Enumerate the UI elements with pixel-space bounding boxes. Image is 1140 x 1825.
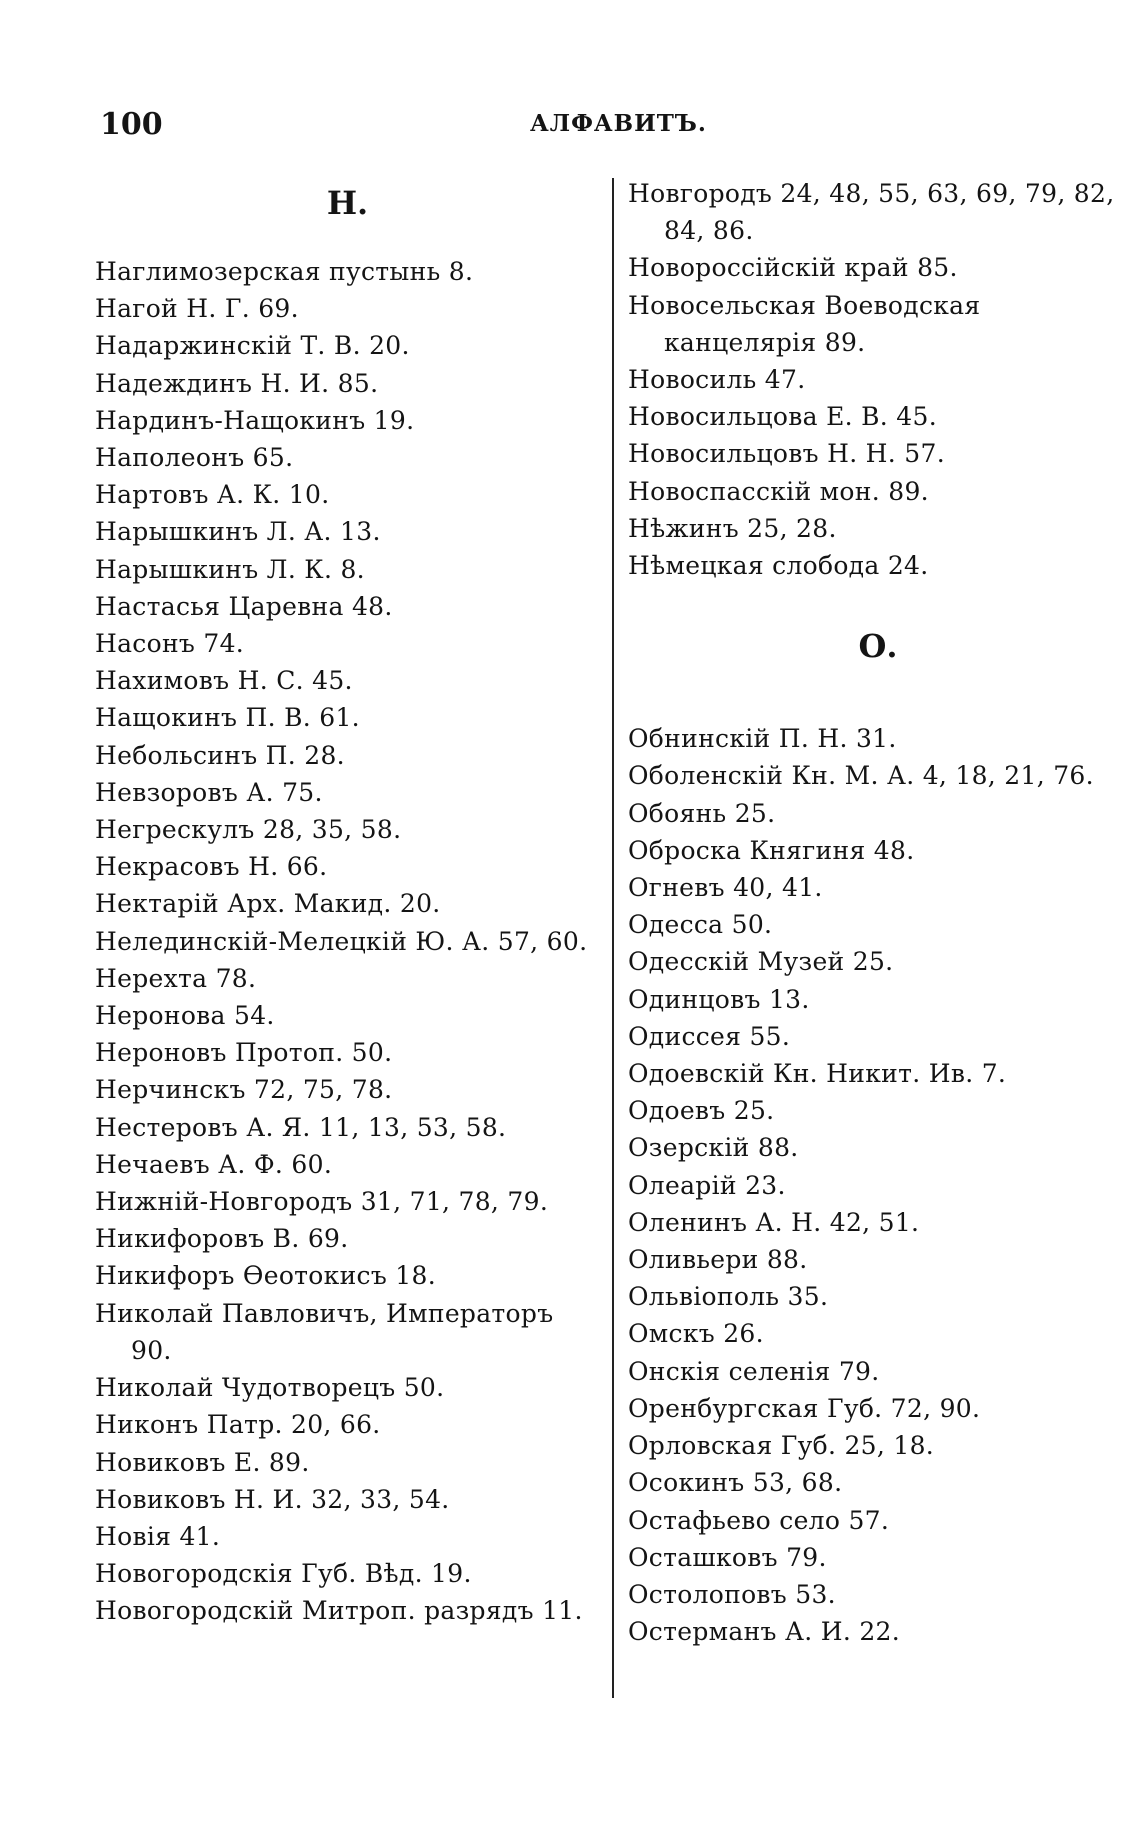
index-entry: Новогородскій Митроп. разрядъ 11. bbox=[95, 1596, 583, 1626]
index-entry: Одиссея 55. bbox=[628, 1021, 791, 1051]
index-entry: Нестеровъ А. Я. 11, 13, 53, 58. bbox=[95, 1112, 507, 1142]
index-entry: Новоспасскій мон. 89. bbox=[628, 476, 929, 506]
index-entry: Нектарій Арх. Макид. 20. bbox=[95, 889, 441, 919]
index-entry: Остолоповъ 53. bbox=[628, 1579, 836, 1609]
index-entry: Нѣжинъ 25, 28. bbox=[628, 513, 837, 543]
index-list-left bbox=[95, 253, 600, 1630]
index-entry: Нелединскій-Мелецкій Ю. А. 57, 60. bbox=[95, 926, 588, 956]
index-entry: Насонъ 74. bbox=[95, 629, 245, 659]
index-entry: Оболенскій Кн. М. А. 4, 18, 21, 76. bbox=[628, 761, 1094, 791]
index-entry: Нѣмецкая слобода 24. bbox=[628, 551, 929, 581]
index-entry: Никифоровъ В. 69. bbox=[95, 1224, 349, 1254]
index-entry: Неронова 54. bbox=[95, 1001, 275, 1031]
index-entry: Наполеонъ 65. bbox=[95, 443, 294, 473]
index-entry: Одоевъ 25. bbox=[628, 1096, 775, 1126]
running-head: АЛФАВИТЪ. bbox=[530, 110, 707, 137]
index-entry: Одесса 50. bbox=[628, 910, 773, 940]
index-entry: Обоянь 25. bbox=[628, 798, 776, 828]
index-entry: Омскъ 26. bbox=[628, 1319, 764, 1349]
index-entry: Надаржинскій Т. В. 20. bbox=[95, 331, 410, 361]
index-entry: Небольсинъ П. 28. bbox=[95, 740, 345, 770]
index-entry: Невзоровъ А. 75. bbox=[95, 777, 323, 807]
index-entry: Некрасовъ Н. 66. bbox=[95, 852, 328, 882]
index-entry: Орловская Губ. 25, 18. bbox=[628, 1431, 935, 1461]
index-entry: Нижній-Новгородъ 31, 71, 78, 79. bbox=[95, 1187, 549, 1217]
index-entry: Обнинскій П. Н. 31. bbox=[628, 724, 897, 754]
index-entry: Новиковъ Е. 89. bbox=[95, 1447, 310, 1477]
index-entry: Одоевскій Кн. Никит. Ив. 7. bbox=[628, 1059, 1007, 1089]
index-entry: Нероновъ Протоп. 50. bbox=[95, 1038, 393, 1068]
page-number: 100 bbox=[100, 107, 163, 142]
index-entry: Озерскій 88. bbox=[628, 1133, 799, 1163]
column-divider bbox=[612, 178, 614, 1698]
index-entry: Нерехта 78. bbox=[95, 963, 257, 993]
index-entry: Осокинъ 53, 68. bbox=[628, 1468, 843, 1498]
index-entry: Одинцовъ 13. bbox=[628, 984, 810, 1014]
index-entry: Оливьери 88. bbox=[628, 1245, 808, 1275]
index-entry: Оренбургская Губ. 72, 90. bbox=[628, 1393, 981, 1423]
index-entry: Ольвіополь 35. bbox=[628, 1282, 829, 1312]
index-entry: Новороссійскій край 85. bbox=[628, 253, 958, 283]
index-entry: Николай Чудотворецъ 50. bbox=[95, 1373, 445, 1403]
index-entry: Нечаевъ А. Ф. 60. bbox=[95, 1149, 333, 1179]
section-letter-o: О. bbox=[858, 627, 898, 666]
index-entry: Новогородскія Губ. Вѣд. 19. bbox=[95, 1559, 472, 1589]
index-entry: Новосильцова Е. В. 45. bbox=[628, 402, 937, 432]
index-entry: Онскія селенія 79. bbox=[628, 1356, 880, 1386]
index-entry: Наглимозерская пустынь 8. bbox=[95, 257, 474, 286]
index-entry: Нарышкинъ Л. А. 13. bbox=[95, 517, 381, 547]
index-entry: Нерчинскъ 72, 75, 78. bbox=[95, 1075, 393, 1105]
index-entry: Оленинъ А. Н. 42, 51. bbox=[628, 1207, 920, 1237]
index-entry: Оброска Княгиня 48. bbox=[628, 835, 915, 865]
index-list-right-n bbox=[628, 175, 1128, 584]
section-letter-n: Н. bbox=[326, 184, 369, 222]
index-entry: Осташковъ 79. bbox=[628, 1542, 827, 1572]
index-entry: Нардинъ-Нащокинъ 19. bbox=[95, 405, 415, 435]
index-entry: Новгородъ 24, 48, 55, 63, 69, 79, 82, 84, 86. bbox=[628, 179, 1115, 246]
index-list-right-o bbox=[628, 720, 1128, 1650]
index-entry: Новія 41. bbox=[95, 1521, 221, 1551]
index-entry: Нартовъ А. К. 10. bbox=[95, 480, 330, 510]
index-entry: Остафьево село 57. bbox=[628, 1505, 890, 1535]
index-entry: Николай Павловичъ, Императоръ 90. bbox=[95, 1298, 554, 1365]
right-column bbox=[628, 175, 1128, 1650]
index-entry: Настасья Царевна 48. bbox=[95, 591, 393, 621]
index-entry: Новосельская Воеводская канцелярія 89. bbox=[628, 290, 981, 357]
index-entry: Никифоръ Ѳеотокисъ 18. bbox=[95, 1261, 436, 1291]
index-entry: Никонъ Патр. 20, 66. bbox=[95, 1410, 381, 1440]
index-entry: Новосильцовъ Н. Н. 57. bbox=[628, 439, 945, 469]
index-entry: Нахимовъ Н. С. 45. bbox=[95, 666, 353, 696]
index-entry: Остерманъ А. И. 22. bbox=[628, 1617, 900, 1647]
index-entry: Нарышкинъ Л. К. 8. bbox=[95, 554, 365, 584]
index-entry: Нащокинъ П. В. 61. bbox=[95, 703, 360, 733]
index-entry: Нагой Н. Г. 69. bbox=[95, 294, 299, 324]
index-entry: Олеарій 23. bbox=[628, 1170, 786, 1200]
index-entry: Одесскій Музей 25. bbox=[628, 947, 894, 977]
index-entry: Новосиль 47. bbox=[628, 365, 806, 395]
index-entry: Надеждинъ Н. И. 85. bbox=[95, 368, 379, 398]
index-entry: Новиковъ Н. И. 32, 33, 54. bbox=[95, 1484, 450, 1514]
index-entry: Огневъ 40, 41. bbox=[628, 873, 823, 903]
index-entry: Негрескулъ 28, 35, 58. bbox=[95, 815, 402, 845]
left-column bbox=[95, 175, 600, 1630]
